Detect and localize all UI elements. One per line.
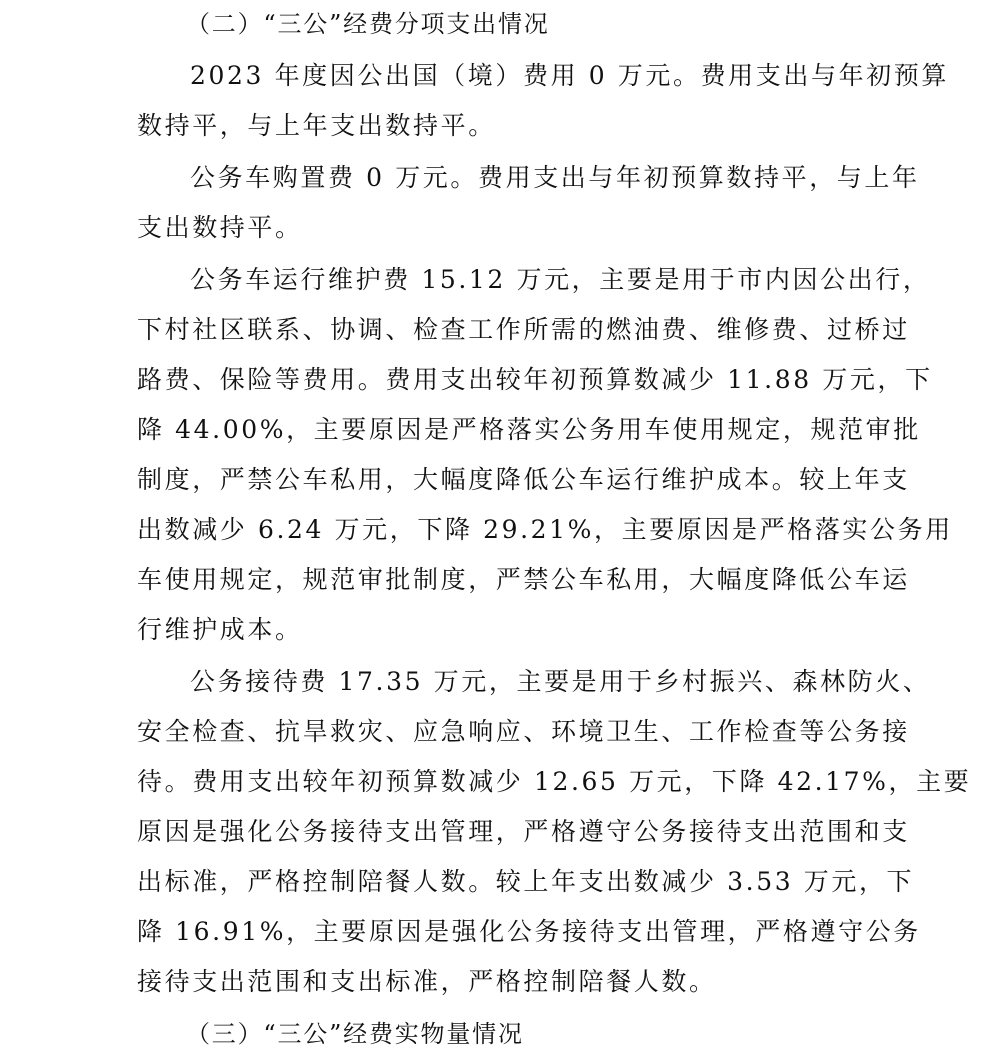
paragraph-4-line-7: 接待支出范围和支出标准，严格控制陪餐人数。: [137, 967, 717, 996]
paragraph-2-line-2: 支出数持平。: [137, 213, 303, 242]
paragraph-1-line-1: 2023 年度因公出国（境）费用 0 万元。费用支出与年初预算: [190, 61, 949, 90]
paragraph-4-line-4: 原因是强化公务接待支出管理，严格遵守公务接待支出范围和支: [137, 817, 910, 846]
section-heading-2: （二）“三公”经费分项支出情况: [186, 10, 550, 38]
paragraph-3-line-8: 行维护成本。: [137, 615, 303, 644]
paragraph-1-line-2: 数持平，与上年支出数持平。: [137, 111, 496, 140]
paragraph-3-line-3: 路费、保险等费用。费用支出较年初预算数减少 11.88 万元，下: [137, 365, 933, 394]
paragraph-3-line-6: 出数减少 6.24 万元，下降 29.21%，主要原因是严格落实公务用: [137, 515, 953, 544]
section-heading-3: （三）“三公”经费实物量情况: [186, 1020, 524, 1048]
paragraph-3-line-5: 制度，严禁公车私用，大幅度降低公车运行维护成本。较上年支: [137, 465, 910, 494]
paragraph-4-line-6: 降 16.91%，主要原因是强化公务接待支出管理，严格遵守公务: [137, 917, 921, 946]
paragraph-3-line-1: 公务车运行维护费 15.12 万元，主要是用于市内因公出行，: [190, 265, 931, 294]
paragraph-4-line-3: 待。费用支出较年初预算数减少 12.65 万元，下降 42.17%，主要: [137, 767, 972, 796]
paragraph-3-line-7: 车使用规定，规范审批制度，严禁公车私用，大幅度降低公车运: [137, 565, 910, 594]
paragraph-3-line-4: 降 44.00%，主要原因是严格落实公务用车使用规定，规范审批: [137, 415, 921, 444]
paragraph-3-line-2: 下村社区联系、协调、检查工作所需的燃油费、维修费、过桥过: [137, 315, 910, 344]
paragraph-4-line-1: 公务接待费 17.35 万元，主要是用于乡村振兴、森林防火、: [190, 667, 931, 696]
paragraph-4-line-2: 安全检查、抗旱救灾、应急响应、环境卫生、工作检查等公务接: [137, 717, 910, 746]
paragraph-2-line-1: 公务车购置费 0 万元。费用支出与年初预算数持平，与上年: [190, 163, 920, 192]
paragraph-4-line-5: 出标准，严格控制陪餐人数。较上年支出数减少 3.53 万元，下: [137, 867, 915, 896]
